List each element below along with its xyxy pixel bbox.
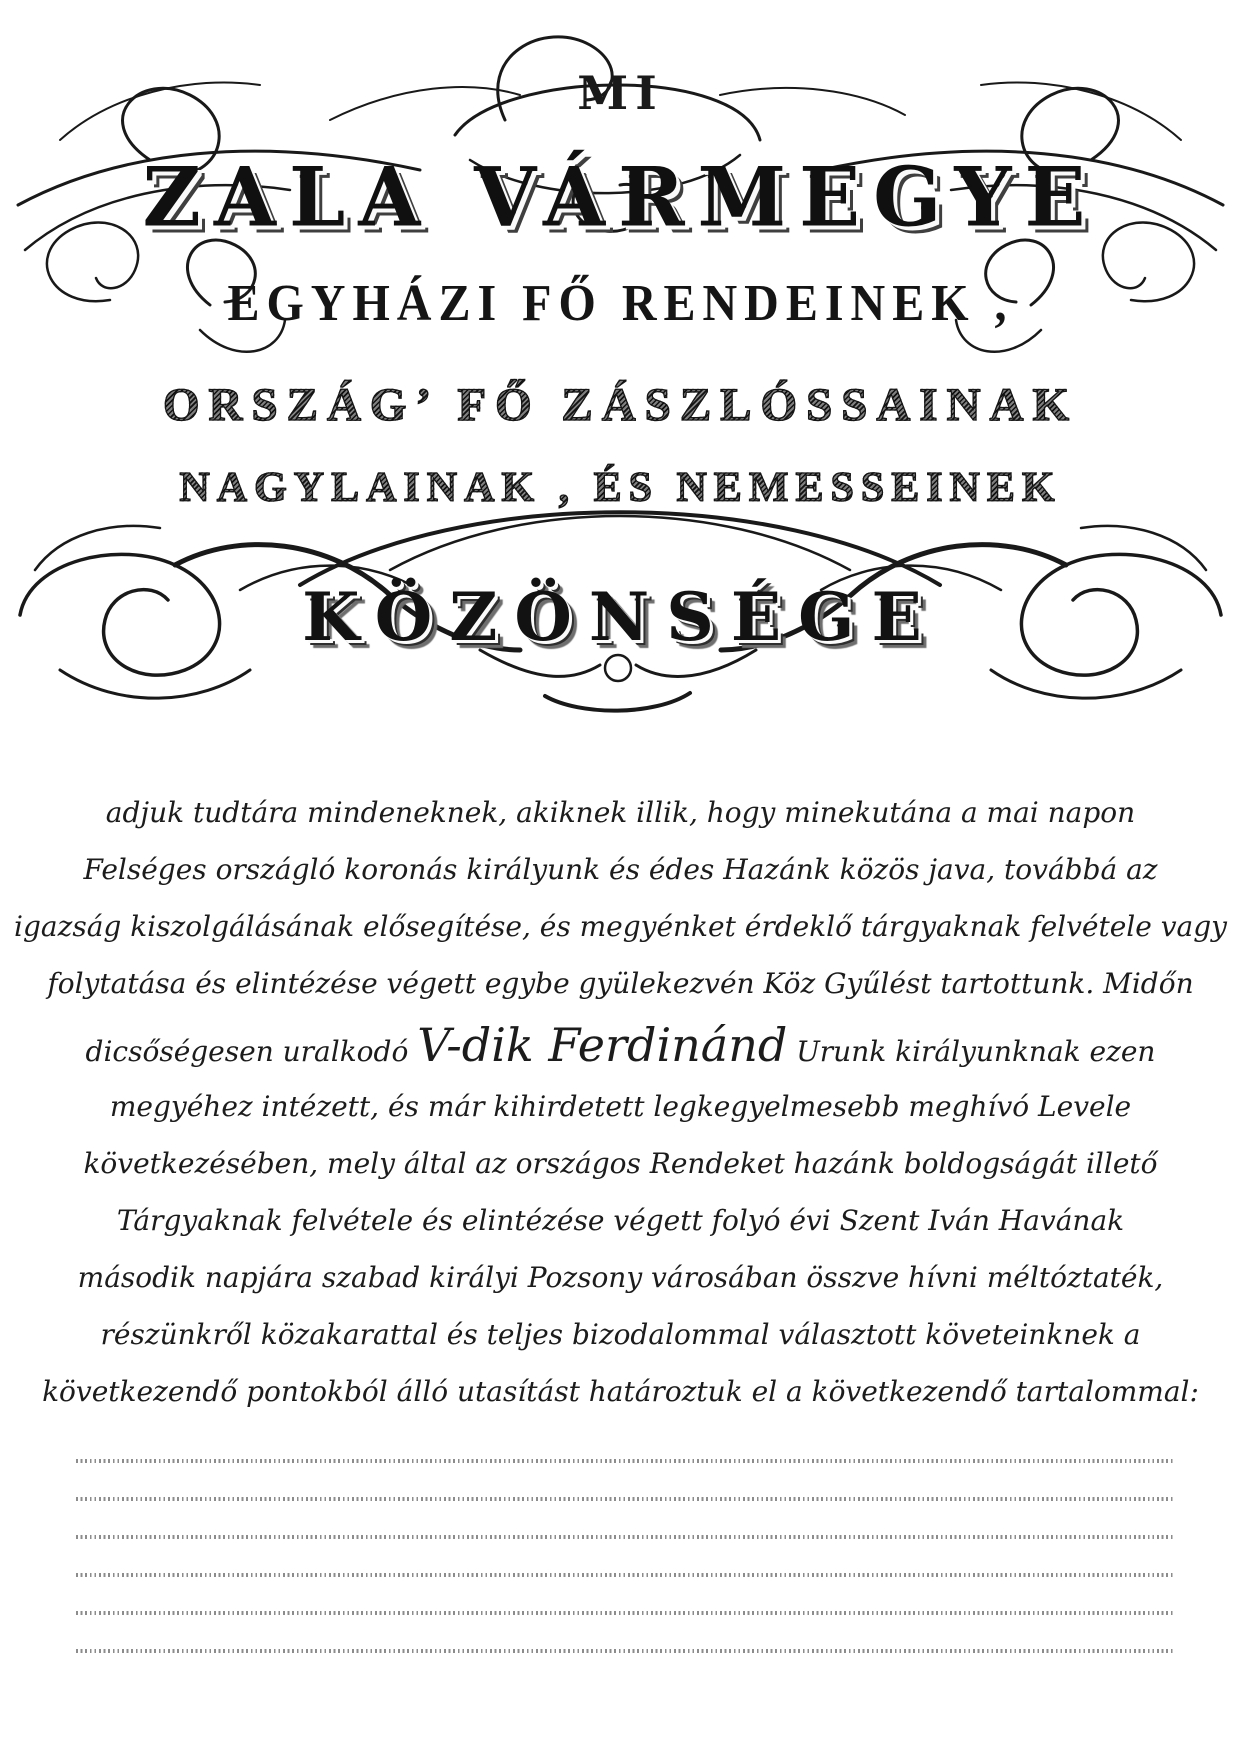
text-line: részünkről közakarattal és teljes bizodalommal választott követeinknek a: [100, 1318, 1141, 1351]
text-line: Felséges országló koronás királyunk és édes Hazánk közös java, továbbá az: [83, 853, 1158, 886]
ruler-name-emphasis: V-dik Ferdinánd: [417, 1018, 788, 1072]
dotted-line: [76, 1497, 1175, 1501]
text-line: folytatása és elintézése végett egybe gyülekezvén Köz Gyűlést tartottunk. Midőn: [47, 967, 1194, 1000]
title-zala-varmegye: ZALA VÁRMEGYE: [142, 149, 1099, 245]
text-line: következésében, mely által az országos Rendeket hazánk boldogságát illető: [83, 1147, 1158, 1180]
proclamation-text: [0, 784, 1241, 1420]
fill-in-lines: [76, 1459, 1175, 1687]
text-line: második napjára szabad királyi Pozsony városában összve hívni méltóztaték,: [77, 1261, 1164, 1294]
dotted-line: [76, 1649, 1175, 1653]
dotted-line: [76, 1611, 1175, 1615]
ruler-line-suffix: Urunk királyunknak ezen: [787, 1035, 1156, 1068]
title-kozonsege: KÖZÖNSÉGE: [302, 578, 939, 656]
subtitle-banners: ORSZÁG’ FŐ ZÁSZLÓSSAINAK: [0, 378, 1241, 432]
text-line: következendő pontokból álló utasítást határoztuk el a következendő tartalommal:: [42, 1375, 1199, 1408]
dotted-line: [76, 1535, 1175, 1539]
text-line: Tárgyaknak felvétele és elintézése végett folyó évi Szent Iván Havának: [116, 1204, 1125, 1237]
text-line: igazság kiszolgálásának elősegítése, és megyénket érdeklő tárgyaknak felvétele vagy: [14, 910, 1227, 943]
ruler-line-prefix: dicsőségesen uralkodó: [85, 1035, 418, 1068]
text-line: megyéhez intézett, és már kihirdetett legkegyelmesebb meghívó Levele: [109, 1090, 1132, 1123]
motto-mi: MI: [577, 66, 664, 120]
subtitle-clergy: EGYHÁZI FŐ RENDEINEK ,: [227, 274, 1014, 333]
dotted-line: [76, 1573, 1175, 1577]
dotted-line: [76, 1459, 1175, 1463]
text-line: adjuk tudtára mindeneknek, akiknek illik, hogy minekutána a mai napon: [105, 796, 1136, 829]
text-line-ruler: [0, 1012, 1241, 1078]
subtitle-magnates: NAGYLAINAK , ÉS NEMESSEINEK: [0, 464, 1241, 512]
